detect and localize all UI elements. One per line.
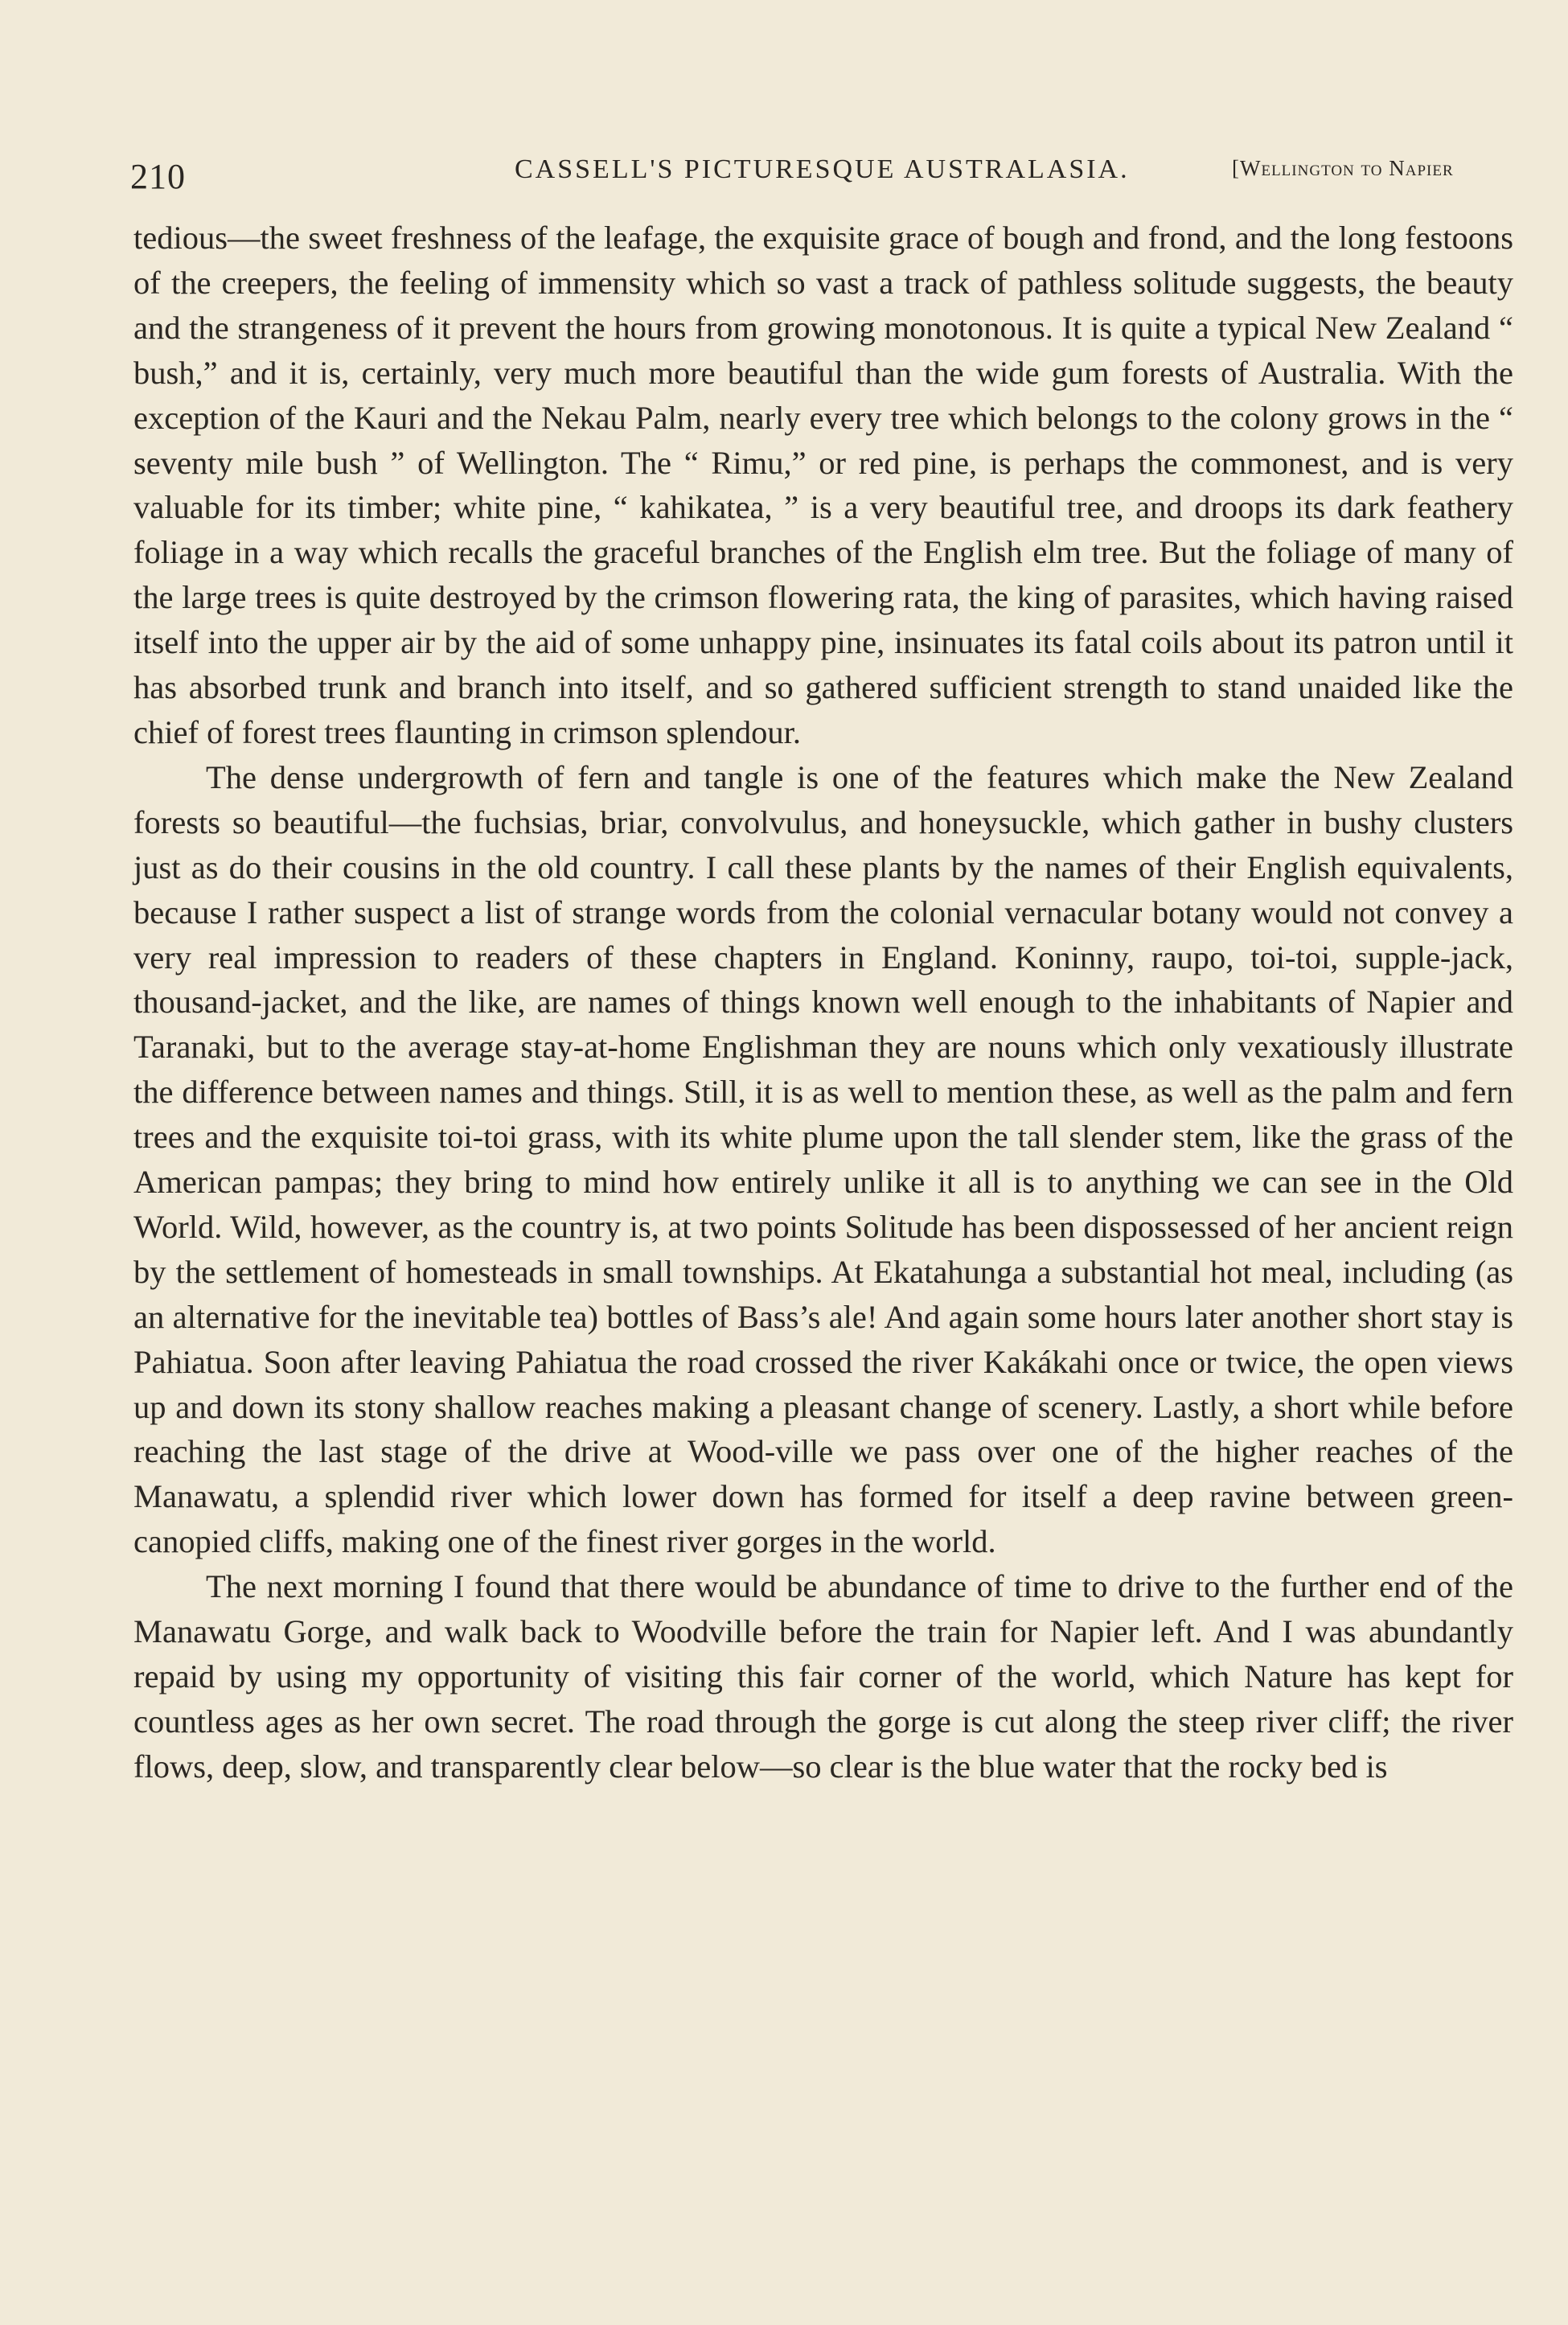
section-title: [Wellington to Napier [1232,156,1454,180]
paragraph-manawatu-gorge: The next morning I found that there would be abundance of time to drive to the further end of the Manawatu Gorge, and walk back to Woodville before the train for Napier left. And I was abundantly repaid by using my opportunity of visiting this fair corner of the world, which Nature has kept for countless ages as her own secret. The road through the gorge is cut along the steep river cliff; the river flows, deep, slow, and transparently clear below—so clear is the blue water that the rocky bed is [133,1568,1513,1785]
running-header [130,150,1497,206]
paragraph-continued: tedious—the sweet freshness of the leafage, the exquisite grace of bough and frond, and the long festoons of the creepers, the feeling of immensity which so vast a track of pathless solitude suggests, the beauty and the strangeness of it prevent the hours from growing monotonous. It is quite a typical New Zealand “ bush,” and it is, certainly, very much more beautiful than the wide gum forests of Australia. With the exception of the Kauri and the Nekau Palm, nearly every tree which belongs to the colony grows in the “ seventy mile bush ” of Wellington. The “ Rimu,” or red pine, is perhaps the commonest, and is very valuable for its timber; white pine, “ kahikatea, ” is a very beautiful tree, and droops its dark feathery foliage in a way which recalls the graceful branches of the English elm tree. But the foliage of many of the large trees is quite destroyed by the crimson flowering rata, the king of parasites, which having raised itself into the upper air by the aid of some unhappy pine, insinuates its fatal coils about its patron until it has absorbed trunk and branch into itself, and so gathered sufficient strength to stand unaided like the chief of forest trees flaunting in crimson splendour. [133,220,1513,750]
running-title: CASSELL'S PICTURESQUE AUSTRALASIA. [515,154,1130,184]
page-number: 210 [130,157,186,196]
body-text [133,216,1513,1789]
paragraph-undergrowth: The dense undergrowth of fern and tangle is one of the features which make the New Zealand forests so beautiful—the fuchsias, briar, convolvulus, and honeysuckle, which gather in bushy clusters just as do their cousins in the old country. I call these plants by the names of their English equivalents, because I rather suspect a list of strange words from the colonial vernacular botany would not convey a very real impression to readers of these chapters in England. Koninny, raupo, toi-toi, supple-jack, thousand-jacket, and the like, are names of things known well enough to the inhabitants of Napier and Taranaki, but to the average stay-at-home Englishman they are nouns which only vexatiously illustrate the difference between names and things. Still, it is as well to mention these, as well as the palm and fern trees and the exquisite toi-toi grass, with its white plume upon the tall slender stem, like the grass of the American pampas; they bring to mind how entirely unlike it all is to anything we can see in the Old World. Wild, however, as the country is, at two points Solitude has been dispossessed of her ancient reign by the settlement of homesteads in small townships. At Ekatahunga a substantial hot meal, including (as an alternative for the inevitable tea) bottles of Bass’s ale! And again some hours later another short stay is Pahiatua. Soon after leaving Pahiatua the road crossed the river Kakákahi once or twice, the open views up and down its stony shallow reaches making a pleasant change of scenery. Lastly, a short while before reaching the last stage of the drive at Wood-ville we pass over one of the higher reaches of the Manawatu, a splendid river which lower down has formed for itself a deep ravine between green-canopied cliffs, making one of the finest river gorges in the world. [133,758,1513,1560]
